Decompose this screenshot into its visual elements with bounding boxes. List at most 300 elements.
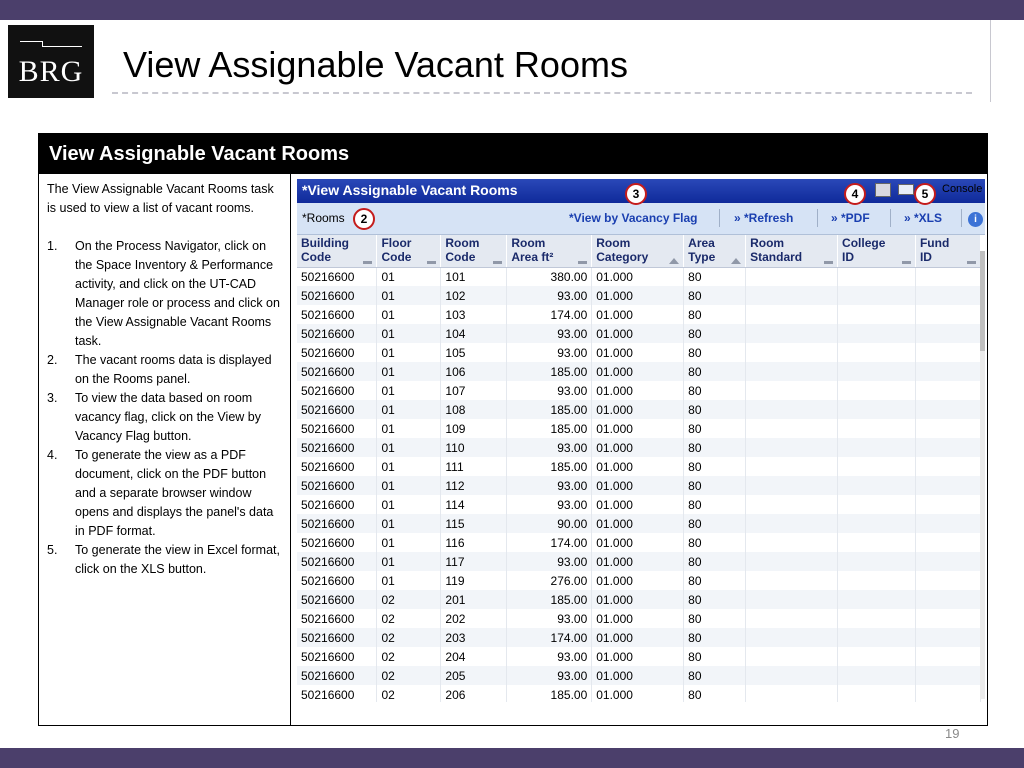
table-cell: 102 bbox=[441, 286, 507, 305]
table-cell: 101 bbox=[441, 267, 507, 286]
table-cell bbox=[915, 362, 980, 381]
table-row[interactable] bbox=[297, 305, 981, 324]
table-cell: 01.000 bbox=[592, 533, 684, 552]
column-header[interactable] bbox=[507, 235, 592, 267]
table-cell bbox=[746, 514, 838, 533]
table-cell: 201 bbox=[441, 590, 507, 609]
sort-handle-icon[interactable] bbox=[578, 261, 587, 264]
table-cell: 93.00 bbox=[507, 609, 592, 628]
table-cell: 01 bbox=[377, 362, 441, 381]
table-cell: 205 bbox=[441, 666, 507, 685]
table-cell bbox=[915, 381, 980, 400]
title-dashed-rule bbox=[112, 92, 972, 94]
table-cell: 50216600 bbox=[297, 457, 377, 476]
step-text: To view the data based on room vacancy flag, click on the View by Vacancy Flag button. bbox=[75, 391, 261, 443]
table-cell bbox=[746, 267, 838, 286]
table-cell bbox=[746, 685, 838, 702]
column-header[interactable] bbox=[592, 235, 684, 267]
table-cell bbox=[915, 438, 980, 457]
intro-text: The View Assignable Vacant Rooms task is used to view a list of vacant rooms. bbox=[47, 182, 274, 215]
callout-3: 3 bbox=[625, 183, 647, 205]
table-cell bbox=[838, 419, 916, 438]
table-cell: 93.00 bbox=[507, 552, 592, 571]
table-cell: 93.00 bbox=[507, 495, 592, 514]
table-cell: 80 bbox=[684, 609, 746, 628]
sort-ascending-icon[interactable] bbox=[669, 258, 679, 264]
column-header-line: Area ft² bbox=[511, 250, 554, 264]
table-row[interactable] bbox=[297, 267, 981, 286]
table-cell: 01.000 bbox=[592, 400, 684, 419]
bottom-accent-bar bbox=[0, 748, 1024, 768]
table-cell: 01.000 bbox=[592, 438, 684, 457]
table-cell: 185.00 bbox=[507, 685, 592, 702]
table-cell: 80 bbox=[684, 343, 746, 362]
table-cell: 50216600 bbox=[297, 609, 377, 628]
table-cell: 93.00 bbox=[507, 666, 592, 685]
table-row[interactable] bbox=[297, 514, 981, 533]
sort-handle-icon[interactable] bbox=[967, 261, 976, 264]
table-row[interactable] bbox=[297, 590, 981, 609]
table-cell: 01.000 bbox=[592, 343, 684, 362]
table-cell: 93.00 bbox=[507, 343, 592, 362]
table-cell: 01.000 bbox=[592, 514, 684, 533]
xls-button[interactable]: » *XLS bbox=[904, 211, 943, 225]
table-cell: 01 bbox=[377, 267, 441, 286]
table-cell bbox=[915, 571, 980, 590]
table-cell bbox=[746, 305, 838, 324]
table-cell: 50216600 bbox=[297, 438, 377, 457]
table-cell bbox=[746, 552, 838, 571]
table-cell: 01.000 bbox=[592, 552, 684, 571]
table-cell bbox=[915, 628, 980, 647]
table-row[interactable] bbox=[297, 647, 981, 666]
table-cell: 185.00 bbox=[507, 419, 592, 438]
table-cell: 50216600 bbox=[297, 571, 377, 590]
table-cell bbox=[838, 647, 916, 666]
step-number: 5. bbox=[47, 543, 58, 557]
column-header[interactable] bbox=[441, 235, 507, 267]
table-cell bbox=[915, 666, 980, 685]
toolbar-separator bbox=[719, 209, 720, 227]
column-header-line: Area bbox=[688, 236, 715, 250]
sort-handle-icon[interactable] bbox=[902, 261, 911, 264]
table-cell bbox=[838, 685, 916, 702]
sort-handle-icon[interactable] bbox=[493, 261, 502, 264]
table-cell: 01.000 bbox=[592, 685, 684, 702]
table-cell: 50216600 bbox=[297, 533, 377, 552]
table-cell bbox=[838, 495, 916, 514]
table-cell bbox=[838, 476, 916, 495]
table-cell: 116 bbox=[441, 533, 507, 552]
view-by-vacancy-flag-button[interactable]: *View by Vacancy Flag bbox=[569, 211, 698, 225]
table-cell bbox=[746, 381, 838, 400]
frame-header: View Assignable Vacant Rooms bbox=[39, 134, 987, 174]
table-cell: 50216600 bbox=[297, 647, 377, 666]
table-cell: 50216600 bbox=[297, 590, 377, 609]
table-cell: 50216600 bbox=[297, 419, 377, 438]
callout-2: 2 bbox=[353, 208, 375, 230]
table-row[interactable] bbox=[297, 685, 981, 702]
table-row[interactable] bbox=[297, 419, 981, 438]
table-cell: 111 bbox=[441, 457, 507, 476]
toolbar-separator bbox=[961, 209, 962, 227]
table-row[interactable] bbox=[297, 533, 981, 552]
step-item bbox=[47, 541, 282, 579]
table-cell bbox=[915, 343, 980, 362]
pdf-button[interactable]: » *PDF bbox=[831, 211, 870, 225]
sort-handle-icon[interactable] bbox=[363, 261, 372, 264]
page-number: 19 bbox=[945, 726, 960, 741]
callout-5: 5 bbox=[914, 183, 936, 205]
table-cell: 80 bbox=[684, 533, 746, 552]
table-cell: 80 bbox=[684, 552, 746, 571]
table-cell: 80 bbox=[684, 400, 746, 419]
table-cell: 02 bbox=[377, 666, 441, 685]
column-header-line: Standard bbox=[750, 250, 803, 264]
table-cell bbox=[838, 628, 916, 647]
table-row[interactable] bbox=[297, 571, 981, 590]
table-cell: 203 bbox=[441, 628, 507, 647]
info-icon[interactable]: i bbox=[968, 212, 983, 227]
table-row[interactable] bbox=[297, 438, 981, 457]
table-cell bbox=[838, 305, 916, 324]
table-cell bbox=[838, 400, 916, 419]
table-cell: 202 bbox=[441, 609, 507, 628]
column-header-line: Code bbox=[445, 250, 476, 264]
step-item bbox=[47, 446, 282, 541]
table-cell: 380.00 bbox=[507, 267, 592, 286]
toolbar-separator bbox=[817, 209, 818, 227]
panel-title: *View Assignable Vacant Rooms bbox=[302, 182, 518, 198]
table-cell bbox=[915, 267, 980, 286]
table-cell: 174.00 bbox=[507, 305, 592, 324]
table-cell: 01 bbox=[377, 305, 441, 324]
table-cell: 01.000 bbox=[592, 362, 684, 381]
column-header-line: Room bbox=[596, 236, 631, 250]
table-row[interactable] bbox=[297, 324, 981, 343]
column-header-line: ID bbox=[842, 250, 855, 264]
step-item bbox=[47, 389, 282, 446]
table-row[interactable] bbox=[297, 457, 981, 476]
column-header-line: Building bbox=[301, 236, 349, 250]
table-cell: 01 bbox=[377, 343, 441, 362]
table-cell bbox=[746, 457, 838, 476]
table-cell: 119 bbox=[441, 571, 507, 590]
column-header-line: ID bbox=[919, 250, 932, 264]
table-cell: 93.00 bbox=[507, 647, 592, 666]
table-cell bbox=[915, 476, 980, 495]
table-cell bbox=[746, 438, 838, 457]
table-cell: 115 bbox=[441, 514, 507, 533]
table-cell bbox=[838, 666, 916, 685]
table-cell bbox=[915, 552, 980, 571]
sort-handle-icon[interactable] bbox=[824, 261, 833, 264]
table-row[interactable] bbox=[297, 362, 981, 381]
table-cell: 50216600 bbox=[297, 476, 377, 495]
instructions-panel bbox=[39, 174, 291, 725]
column-header-line: Code bbox=[381, 250, 412, 264]
table-cell bbox=[915, 419, 980, 438]
table-cell: 80 bbox=[684, 324, 746, 343]
table-cell: 01.000 bbox=[592, 267, 684, 286]
table-cell: 50216600 bbox=[297, 286, 377, 305]
column-header-line: Type bbox=[688, 250, 716, 264]
table-cell: 107 bbox=[441, 381, 507, 400]
table-cell: 80 bbox=[684, 267, 746, 286]
table-cell: 80 bbox=[684, 590, 746, 609]
table-cell: 01 bbox=[377, 552, 441, 571]
table-cell bbox=[915, 495, 980, 514]
table-cell: 80 bbox=[684, 419, 746, 438]
table-cell: 104 bbox=[441, 324, 507, 343]
logo-stroke bbox=[20, 41, 42, 42]
column-header-line: Room bbox=[445, 236, 480, 250]
table-cell: 80 bbox=[684, 628, 746, 647]
table-cell: 01.000 bbox=[592, 419, 684, 438]
table-cell: 174.00 bbox=[507, 628, 592, 647]
table-cell: 01 bbox=[377, 457, 441, 476]
table-body bbox=[297, 267, 981, 702]
toolbar-separator bbox=[890, 209, 891, 227]
table-cell: 114 bbox=[441, 495, 507, 514]
table-cell bbox=[746, 324, 838, 343]
table-cell: 01 bbox=[377, 514, 441, 533]
step-item bbox=[47, 237, 282, 351]
column-header[interactable] bbox=[377, 235, 441, 267]
table-cell bbox=[838, 438, 916, 457]
table-cell bbox=[838, 267, 916, 286]
table-cell: 93.00 bbox=[507, 476, 592, 495]
table-cell: 112 bbox=[441, 476, 507, 495]
table-cell bbox=[746, 362, 838, 381]
table-cell bbox=[838, 286, 916, 305]
table-cell bbox=[915, 685, 980, 702]
table-row[interactable] bbox=[297, 552, 981, 571]
mail-icon[interactable] bbox=[898, 184, 914, 195]
table-cell bbox=[746, 590, 838, 609]
table-cell bbox=[746, 419, 838, 438]
table-cell bbox=[838, 362, 916, 381]
table-cell: 174.00 bbox=[507, 533, 592, 552]
table-cell bbox=[915, 457, 980, 476]
table-cell: 204 bbox=[441, 647, 507, 666]
table-cell bbox=[746, 400, 838, 419]
table-cell bbox=[838, 533, 916, 552]
table-row[interactable] bbox=[297, 628, 981, 647]
table-cell: 185.00 bbox=[507, 457, 592, 476]
table-row[interactable] bbox=[297, 400, 981, 419]
table-cell bbox=[838, 324, 916, 343]
table-cell: 80 bbox=[684, 514, 746, 533]
table-cell bbox=[746, 495, 838, 514]
table-cell: 80 bbox=[684, 286, 746, 305]
table-cell: 02 bbox=[377, 609, 441, 628]
table-cell: 01.000 bbox=[592, 381, 684, 400]
column-header[interactable] bbox=[684, 235, 746, 267]
table-cell: 01 bbox=[377, 400, 441, 419]
table-cell: 185.00 bbox=[507, 400, 592, 419]
table-cell: 01.000 bbox=[592, 666, 684, 685]
table-cell: 80 bbox=[684, 495, 746, 514]
steps-list bbox=[47, 237, 282, 579]
console-label[interactable]: Console bbox=[942, 183, 983, 195]
table-cell bbox=[915, 400, 980, 419]
table-cell: 01.000 bbox=[592, 286, 684, 305]
column-header-line: Fund bbox=[919, 236, 950, 250]
table-cell bbox=[746, 609, 838, 628]
step-number: 4. bbox=[47, 448, 58, 462]
rooms-table bbox=[297, 235, 981, 702]
table-cell bbox=[838, 590, 916, 609]
table-cell: 50216600 bbox=[297, 514, 377, 533]
table-cell bbox=[915, 590, 980, 609]
table-cell: 01 bbox=[377, 324, 441, 343]
table-cell: 02 bbox=[377, 590, 441, 609]
table-cell: 93.00 bbox=[507, 381, 592, 400]
slide-title: View Assignable Vacant Rooms bbox=[123, 44, 628, 85]
table-cell: 206 bbox=[441, 685, 507, 702]
table-cell bbox=[838, 343, 916, 362]
column-header-line: Room bbox=[511, 236, 546, 250]
table-cell: 108 bbox=[441, 400, 507, 419]
table-cell bbox=[746, 666, 838, 685]
step-number: 2. bbox=[47, 353, 58, 367]
callout-4: 4 bbox=[844, 183, 866, 205]
table-cell bbox=[746, 286, 838, 305]
table-cell: 01.000 bbox=[592, 457, 684, 476]
refresh-button[interactable]: » *Refresh bbox=[734, 211, 794, 225]
table-cell: 50216600 bbox=[297, 381, 377, 400]
table-cell: 185.00 bbox=[507, 590, 592, 609]
table-cell: 80 bbox=[684, 647, 746, 666]
table-cell: 185.00 bbox=[507, 362, 592, 381]
table-header-row bbox=[297, 235, 981, 267]
table-cell: 90.00 bbox=[507, 514, 592, 533]
table-cell: 01.000 bbox=[592, 590, 684, 609]
title-divider-vertical bbox=[990, 20, 991, 102]
table-cell bbox=[838, 514, 916, 533]
table-cell bbox=[746, 571, 838, 590]
table-cell: 80 bbox=[684, 666, 746, 685]
table-cell: 50216600 bbox=[297, 324, 377, 343]
column-header-line: Code bbox=[301, 250, 331, 264]
table-cell: 276.00 bbox=[507, 571, 592, 590]
table-cell: 01.000 bbox=[592, 647, 684, 666]
step-text: To generate the view in Excel format, click on the XLS button. bbox=[75, 543, 280, 576]
table-cell bbox=[915, 514, 980, 533]
brg-logo bbox=[8, 25, 94, 98]
table-cell: 106 bbox=[441, 362, 507, 381]
table-cell bbox=[915, 305, 980, 324]
table-cell: 80 bbox=[684, 685, 746, 702]
table-row[interactable] bbox=[297, 343, 981, 362]
table-row[interactable] bbox=[297, 666, 981, 685]
table-row[interactable] bbox=[297, 609, 981, 628]
top-accent-bar bbox=[0, 0, 1024, 20]
step-text: On the Process Navigator, click on the Space Inventory & Performance activity, and click on the UT-CAD Manager role or process and click on the View Assignable Vacant Rooms task. bbox=[75, 239, 280, 348]
table-cell: 50216600 bbox=[297, 628, 377, 647]
table-cell: 01 bbox=[377, 495, 441, 514]
table-cell: 105 bbox=[441, 343, 507, 362]
table-cell bbox=[746, 628, 838, 647]
table-row[interactable] bbox=[297, 495, 981, 514]
table-cell bbox=[915, 647, 980, 666]
column-header-line: Room bbox=[750, 236, 785, 250]
step-text: The vacant rooms data is displayed on the Rooms panel. bbox=[75, 353, 272, 386]
printer-icon[interactable] bbox=[875, 183, 891, 197]
table-cell: 103 bbox=[441, 305, 507, 324]
table-cell: 01.000 bbox=[592, 476, 684, 495]
table-cell: 117 bbox=[441, 552, 507, 571]
table-cell: 80 bbox=[684, 381, 746, 400]
table-cell: 50216600 bbox=[297, 267, 377, 286]
table-cell: 01 bbox=[377, 286, 441, 305]
sort-handle-icon[interactable] bbox=[427, 261, 436, 264]
table-cell bbox=[915, 324, 980, 343]
column-header[interactable] bbox=[915, 235, 980, 267]
table-cell bbox=[838, 571, 916, 590]
table-cell: 80 bbox=[684, 457, 746, 476]
table-row[interactable] bbox=[297, 476, 981, 495]
rooms-panel-label: *Rooms bbox=[302, 211, 345, 225]
table-cell: 80 bbox=[684, 438, 746, 457]
table-cell bbox=[838, 381, 916, 400]
logo-text: BRG bbox=[18, 55, 84, 88]
table-cell: 01.000 bbox=[592, 628, 684, 647]
table-cell: 01.000 bbox=[592, 305, 684, 324]
table-cell: 01.000 bbox=[592, 571, 684, 590]
table-cell: 02 bbox=[377, 647, 441, 666]
table-cell: 50216600 bbox=[297, 685, 377, 702]
table-cell bbox=[746, 647, 838, 666]
table-row[interactable] bbox=[297, 286, 981, 305]
table-cell: 01 bbox=[377, 438, 441, 457]
column-header-line: Floor bbox=[381, 236, 412, 250]
step-number: 3. bbox=[47, 391, 58, 405]
table-cell: 93.00 bbox=[507, 324, 592, 343]
table-cell: 50216600 bbox=[297, 495, 377, 514]
table-cell: 02 bbox=[377, 628, 441, 647]
logo-stroke bbox=[42, 46, 82, 47]
column-header[interactable] bbox=[838, 235, 916, 267]
table-cell bbox=[746, 476, 838, 495]
table-cell: 01.000 bbox=[592, 324, 684, 343]
table-cell: 50216600 bbox=[297, 552, 377, 571]
content-frame bbox=[38, 133, 988, 726]
table-cell: 50216600 bbox=[297, 400, 377, 419]
table-cell: 80 bbox=[684, 362, 746, 381]
step-number: 1. bbox=[47, 239, 58, 253]
table-cell: 80 bbox=[684, 571, 746, 590]
column-header[interactable] bbox=[746, 235, 838, 267]
table-cell bbox=[838, 552, 916, 571]
sort-ascending-icon[interactable] bbox=[731, 258, 741, 264]
step-item bbox=[47, 351, 282, 389]
table-cell: 01 bbox=[377, 419, 441, 438]
table-cell: 80 bbox=[684, 305, 746, 324]
table-cell: 02 bbox=[377, 685, 441, 702]
column-header-line: College bbox=[842, 236, 886, 250]
step-text: To generate the view as a PDF document, click on the PDF button and a separate browser window opens and displays the panel's data in PDF format. bbox=[75, 448, 274, 538]
column-header[interactable] bbox=[297, 235, 377, 267]
scrollbar-thumb[interactable] bbox=[980, 251, 985, 351]
table-row[interactable] bbox=[297, 381, 981, 400]
table-cell bbox=[746, 533, 838, 552]
table-cell: 110 bbox=[441, 438, 507, 457]
table-cell bbox=[915, 609, 980, 628]
table-cell: 50216600 bbox=[297, 362, 377, 381]
column-header-line: Category bbox=[596, 250, 649, 264]
